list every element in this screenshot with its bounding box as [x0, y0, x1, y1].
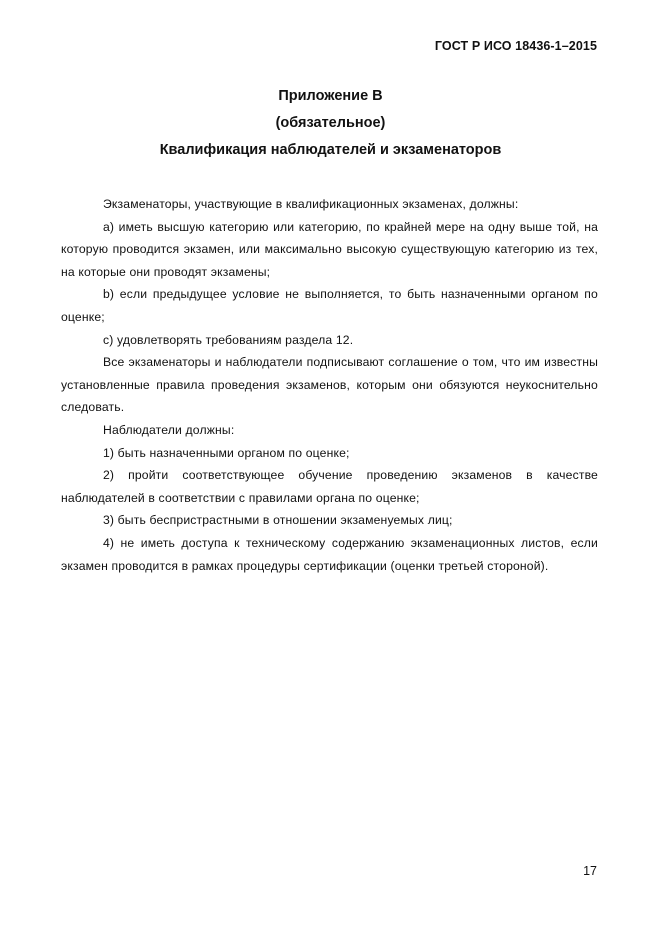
- page-number: 17: [583, 864, 597, 878]
- paragraph-examiner-item-c: с) удовлетворять требованиям раздела 12.: [103, 332, 354, 347]
- paragraph-observer-item-1: 1) быть назначенными органом по оценке;: [103, 445, 350, 460]
- paragraph-agreement: Все экзаменаторы и наблюдатели подписывают соглашение о том, что им известны установленные правила проведения экзаменов, которым они обязуются неукоснительно следовать.: [61, 355, 598, 415]
- paragraph-examiner-item-b: b) если предыдущее условие не выполняется, то быть назначенными органом по оценке;: [61, 287, 598, 324]
- paragraph-examiner-item-a: а) иметь высшую категорию или категорию, по крайней мере на одну выше той, на которую проводится экзамен, или максимально высокую существующую категорию из тех, на которые они проводят экзамены;: [61, 219, 598, 279]
- paragraph-observers-intro: Наблюдатели должны:: [103, 422, 235, 437]
- document-code: ГОСТ Р ИСО 18436-1–2015: [434, 39, 597, 53]
- paragraph-examiners-intro: Экзаменаторы, участвующие в квалификационных экзаменах, должны:: [103, 197, 519, 211]
- appendix-status: (обязательное): [275, 115, 386, 131]
- paragraph-observer-item-2: 2) пройти соответствующее обучение проведению экзаменов в качестве наблюдателей в соответствии с правилами органа по оценке;: [61, 468, 598, 505]
- appendix-heading: Квалификация наблюдателей и экзаменаторов: [159, 142, 502, 158]
- paragraph-observer-item-4: 4) не иметь доступа к техническому содержанию экзаменационных листов, если экзамен проводится в рамках процедуры сертификации (оценки третьей стороной).: [61, 535, 598, 573]
- appendix-title-block: [0, 86, 661, 167]
- paragraph-observer-item-3: 3) быть беспристрастными в отношении экзаменуемых лиц;: [103, 513, 453, 528]
- appendix-label: Приложение В: [278, 88, 383, 104]
- appendix-body: [61, 193, 598, 577]
